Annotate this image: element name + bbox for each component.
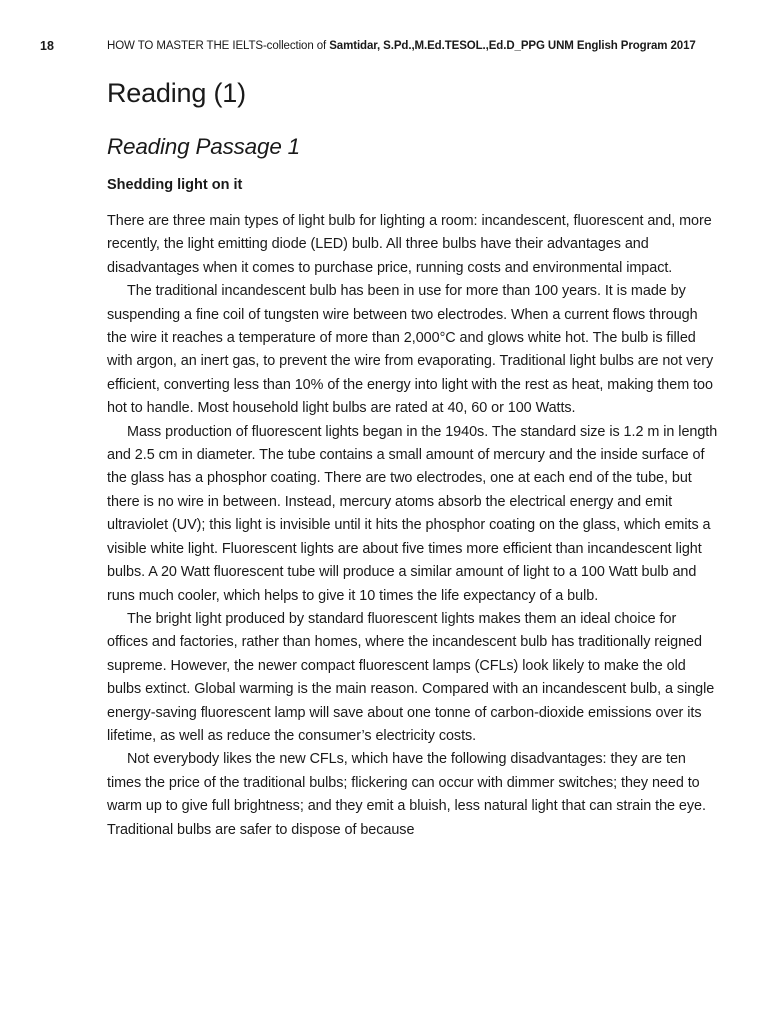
paragraph-5: Not everybody likes the new CFLs, which have the following disadvantages: they are ten times the price of the traditional bulbs; flickering can occur with dimmer switches; they need to warm up to give full brightness; and they emit a bluish, less natural light that can strain the eye. Traditional bulbs are safer to dispose of because [107,751,706,838]
running-head-prefix: HOW TO MASTER THE IELTS-collection of [107,40,330,52]
paragraph-2: The traditional incandescent bulb has been in use for more than 100 years. It is made by suspending a fine coil of tungsten wire between two electrodes. When a current flows through the wire it reaches a temperature of more than 2,000°C and glows white hot. The bulb is filled with argon, an inert gas, to prevent the wire from evaporating. Traditional light bulbs are not very efficient, converting less than 10% of the energy into light with the rest as heat, making them too hot to handle. Most household light bulbs are rated at 40, 60 or 100 Watts. [107,283,714,417]
passage-body [107,210,719,842]
page-content [107,74,719,842]
page-number: 18 [40,39,54,53]
paragraph-3: Mass production of fluorescent lights began in the 1940s. The standard size is 1.2 m in length and 2.5 cm in diameter. The tube contains a small amount of mercury and the inside surface of the glass has a phosphor coating. There are two electrodes, one at each end of the tube, but there is no wire in between. Instead, mercury atoms absorb the electrical energy and emit ultraviolet (UV); this light is invisible until it hits the phosphor coating on the glass, which emits a visible white light. Fluorescent lights are about five times more efficient than incandescent light bulbs. A 20 Watt fluorescent tube will produce a similar amount of light to a 100 Watt bulb and runs much cooler, which helps to give it 10 times the life expectancy of a bulb. [107,423,718,604]
passage-title: Reading Passage 1 [107,134,300,159]
running-head [107,36,696,56]
page-header [0,36,768,56]
paragraph-1: There are three main types of light bulb for lighting a room: incandescent, fluorescent and, more recently, the light emitting diode (LED) bulb. All three bulbs have their advantages and disadvantages when it comes to purchase price, running costs and environmental impact. [107,213,712,276]
running-head-author: Samtidar, S.Pd.,M.Ed.TESOL.,Ed.D_PPG UNM English Program 2017 [329,40,696,52]
paragraph-4: The bright light produced by standard fluorescent lights makes them an ideal choice for offices and factories, rather than homes, where the incandescent bulb has traditionally reigned supreme. However, the newer compact fluorescent lamps (CFLs) look likely to make the old bulbs extinct. Global warming is the main reason. Compared with an incandescent bulb, a single energy-saving fluorescent lamp will save about one tonne of carbon-dioxide emissions over its lifetime, as well as reduce the consumer’s electricity costs. [107,610,715,744]
article-title: Shedding light on it [107,177,243,193]
section-title: Reading (1) [107,78,246,108]
